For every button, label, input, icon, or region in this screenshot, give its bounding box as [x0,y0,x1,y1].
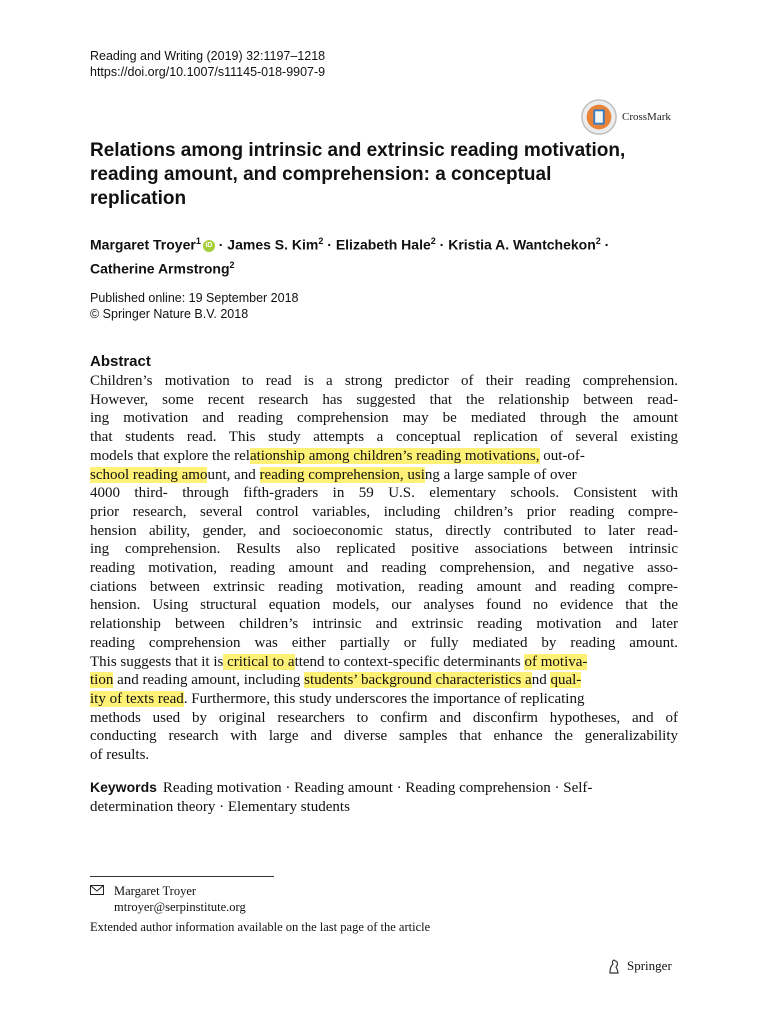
highlight-annotation[interactable]: qual- [550,672,582,689]
highlight-annotation[interactable]: students’ background characteristics a [304,672,532,689]
title-line: Relations among intrinsic and extrinsic reading motivation, [90,140,626,161]
abstract-line [90,447,678,466]
abstract-text: models that explore the rel [90,447,250,464]
abstract-line: Children’s motivation to read is a strong predictor of their reading comprehension. [90,373,678,389]
author-separator: · [600,236,610,253]
abstract-line: that students read. This study attempts a conceptual replication of several existing [90,429,678,446]
affiliation-marker: 2 [595,236,601,246]
author-separator: · [323,236,336,253]
extended-author-note: Extended author information available on the last page of the article [90,920,431,934]
abstract-line: ciations between extrinsic reading motivation, reading amount and reading compre- [90,578,678,595]
author-name[interactable]: James S. Kim [227,236,319,253]
abstract-text: and reading amount, including [113,672,305,689]
corresponding-author-email[interactable]: mtroyer@serpinstitute.org [114,900,246,914]
keywords-text: Reading motivation · Reading amount · Reading comprehension · Self- [162,780,593,796]
abstract-line: conducting research with large and diverse samples that enhance the generalizability [90,728,678,745]
abstract-text: This suggests that it is [90,653,224,670]
abstract-text: . Furthermore, this study underscores the importance of replicating [183,690,585,707]
abstract-text: ng a large sample of over [424,466,577,483]
doi-link[interactable]: https://doi.org/10.1007/s11145-018-9907-9 [90,65,326,79]
abstract-line: reading comprehension was either partially or fully mediated by reading amount. [90,634,678,651]
springer-horse-icon [606,958,622,974]
crossmark-icon [580,98,618,136]
abstract-line: prior research, several control variables, including children’s prior reading compre- [90,503,678,520]
abstract-line: reading motivation, reading amount and reading comprehension, and negative asso- [90,560,678,577]
author-name[interactable]: Catherine Armstrong [90,260,230,277]
abstract-body [90,372,678,765]
published-date: Published online: 19 September 2018 [90,291,299,305]
abstract-line [90,653,678,672]
author-name[interactable]: Elizabeth Hale [335,236,431,253]
crossmark-label: CrossMark [622,111,671,123]
title-line: reading amount, and comprehension: a conceptual [90,164,552,185]
title-line: replication [90,188,187,209]
publisher-name: Springer [627,958,672,973]
author-name[interactable]: Kristia A. Wantchekon [448,236,596,253]
author-separator: · [214,236,228,253]
abstract-text: unt, and [207,466,260,483]
affiliation-marker: 2 [318,236,324,246]
author-list [90,231,690,278]
highlight-annotation[interactable]: ity of texts read [90,690,184,707]
abstract-line: However, some recent research has suggested that the relationship between read- [90,391,678,408]
journal-citation [90,48,325,80]
highlight-annotation[interactable]: ationship among children’s reading motivations, [249,447,540,464]
abstract-line [90,466,678,485]
highlight-annotation[interactable]: of motiva- [524,653,588,670]
correspondence-footnote [90,883,246,915]
abstract-text: out-of- [539,447,585,464]
abstract-text: ttend to context-specific determinants [294,653,525,670]
abstract-line: hension. Using structural equation models, our analyses found no evidence that the [90,597,678,614]
orcid-icon[interactable]: iD [203,240,215,252]
author-name[interactable]: Margaret Troyer [90,236,196,253]
affiliation-marker: 2 [430,236,436,246]
highlight-annotation[interactable]: reading comprehension, usi [259,466,425,483]
affiliation-marker: 1 [195,236,201,246]
abstract-line [90,690,678,709]
copyright-notice: © Springer Nature B.V. 2018 [90,307,249,321]
keywords-section [90,778,678,817]
affiliation-marker: 2 [229,259,235,270]
abstract-line: 4000 third- through fifth-graders in 59 U.S. elementary schools. Consistent with [90,485,678,502]
journal-line: Reading and Writing (2019) 32:1197–1218 [90,49,326,63]
highlight-annotation[interactable]: critical to a [223,653,295,670]
publisher-logo [606,958,672,974]
envelope-icon [90,883,104,899]
highlight-annotation[interactable]: tion [90,672,114,689]
abstract-line: ing comprehension. Results also replicated positive associations between intrinsic [90,541,678,558]
keywords-line: determination theory · Elementary students [90,799,350,815]
abstract-text: nd [531,672,551,689]
corresponding-author-name: Margaret Troyer [114,884,197,898]
abstract-line: hension ability, gender, and socioeconomic status, directly contributed to later read- [90,522,678,539]
article-title [90,139,690,211]
crossmark-badge[interactable] [580,98,671,136]
keywords-label: Keywords [90,779,157,795]
keywords-line [90,778,678,798]
footnote-divider [90,876,274,877]
author-separator: · [435,236,449,253]
abstract-heading: Abstract [90,353,151,370]
abstract-line: of results. [90,747,150,764]
abstract-line [90,671,678,690]
abstract-line: relationship between children’s intrinsic and extrinsic reading motivation and later [90,616,678,633]
abstract-line: methods used by original researchers to confirm and disconfirm hypotheses, and of [90,709,678,726]
publication-info [90,290,298,322]
abstract-line: ing motivation and reading comprehension may be mediated through the amount [90,410,678,427]
highlight-annotation[interactable]: school reading amo [90,466,208,483]
